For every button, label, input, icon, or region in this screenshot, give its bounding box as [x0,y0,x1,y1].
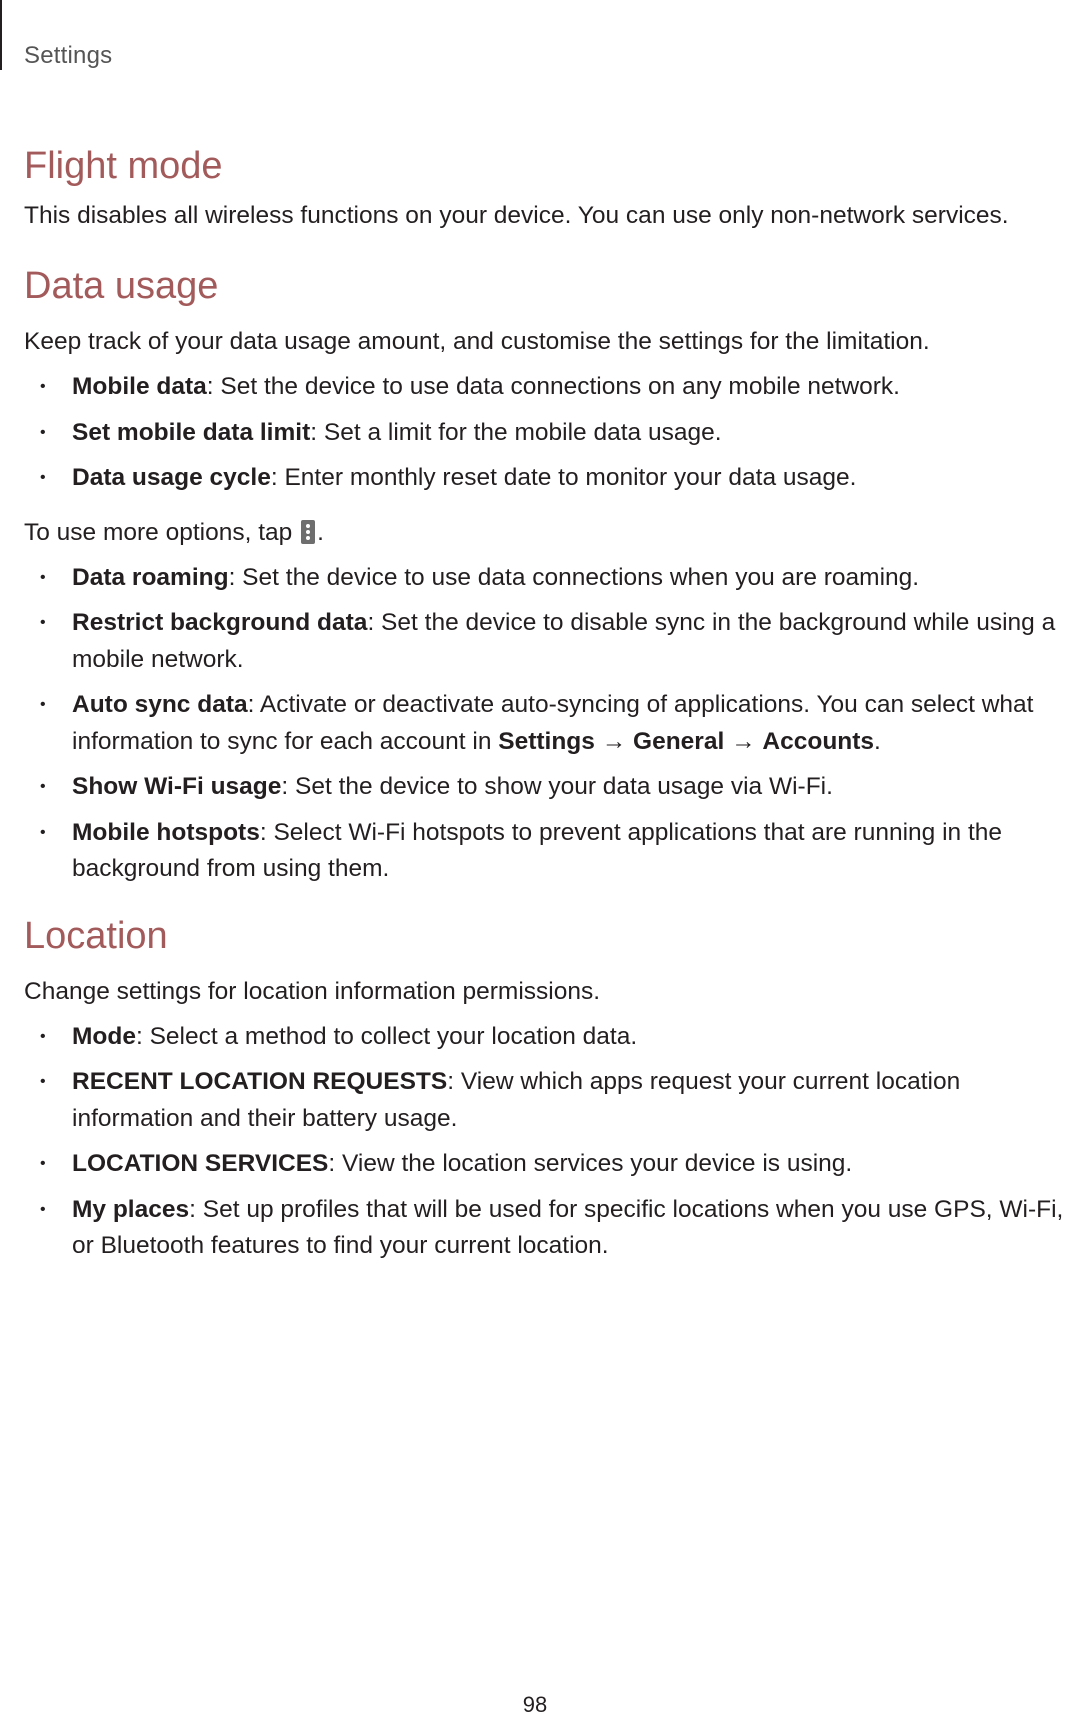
item-text: : Activate or deactivate auto-syncing of applications. You can select what information to sync for each account in [72,691,1034,755]
item-text: : Set the device to show your data usage via Wi-Fi. [281,773,833,800]
list-item [24,560,1070,597]
item-text: : Select Wi-Fi hotspots to prevent applications that are running in the background from using them. [72,818,1003,882]
bullet: • [40,469,46,486]
item-text: : Set the device to use data connections on any mobile network. [206,373,900,400]
bullet: • [40,423,46,441]
list-item [24,815,1070,888]
location-section [24,910,1064,1265]
options-text: To use more options, tap [24,518,293,546]
item-text: : Set up profiles that will be used for specific locations when you use GPS, Wi-Fi, or Bluetooth features to find your current location. [72,1195,1064,1259]
location-intro: Change settings for location information permissions. [24,977,601,1005]
path-arrow: → [601,727,627,755]
item-term: Data roaming [72,563,229,591]
item-end: . [874,727,881,755]
path-arrow: → [731,727,756,755]
data-usage-title: Data usage [24,265,219,307]
location-title: Location [24,914,168,957]
list-item [24,605,1070,678]
page-number: 98 [522,1692,548,1717]
list-item [24,1064,1070,1137]
bullet: • [40,1073,46,1090]
list-item [24,1146,1070,1183]
path-settings: Settings [498,727,595,755]
bullet: • [40,778,46,795]
item-term: Restrict background data [72,609,368,636]
list-item [24,369,1070,406]
location-list [24,1019,1064,1265]
list-item [24,687,1070,760]
list-item [24,460,1070,497]
list-item [24,1019,1070,1056]
list-item [24,769,1070,806]
data-usage-section [24,260,1064,888]
more-options-line [24,515,1064,551]
item-term: Data usage cycle [72,464,271,491]
flight-mode-description: This disables all wireless functions on your device. You can use only non-network services. [24,202,1009,229]
bullet: • [40,1155,46,1172]
item-term: Auto sync data [72,691,248,718]
item-text: : Select a method to collect your location data. [135,1022,638,1050]
item-term: Mobile data [72,373,207,400]
more-options-list [24,560,1064,888]
data-usage-intro: Keep track of your data usage amount, and customise the settings for the limitation. [24,328,930,355]
flight-mode-section [24,140,1064,234]
flight-mode-title: Flight mode [24,145,223,187]
more-options-icon [301,520,315,544]
list-item [24,415,1070,452]
page-corner-rule [0,0,2,70]
item-term: Set mobile data limit [72,418,311,446]
page-content [24,140,1064,1265]
item-term: My places [72,1195,190,1223]
item-text: : Enter monthly reset date to monitor your data usage. [270,464,857,491]
item-text: : View which apps request your current location information and their battery usage. [72,1068,961,1132]
bullet: • [40,568,46,586]
item-text: : Set the device to use data connections when you are roaming. [228,563,920,591]
list-item [24,1192,1070,1265]
item-text: : Set the device to disable sync in the background while using a mobile network. [72,609,1056,673]
item-term: RECENT LOCATION REQUESTS [72,1068,448,1095]
item-term: Mode [72,1022,136,1050]
item-term: LOCATION SERVICES [72,1150,329,1177]
path-general: General [633,727,725,755]
path-accounts: Accounts [762,727,875,755]
item-term: Mobile hotspots [72,818,260,846]
bullet: • [40,1027,46,1045]
bullet: • [40,378,46,395]
data-usage-list [24,369,1064,497]
item-text: : View the location services your device is using. [328,1150,853,1177]
bullet: • [40,614,46,631]
bullet: • [40,696,46,713]
options-suffix: . [317,518,324,546]
item-text: : Set a limit for the mobile data usage. [310,418,722,446]
bullet: • [40,823,46,841]
item-term: Show Wi-Fi usage [72,773,282,800]
running-header: Settings [24,42,113,69]
bullet: • [40,1200,46,1218]
